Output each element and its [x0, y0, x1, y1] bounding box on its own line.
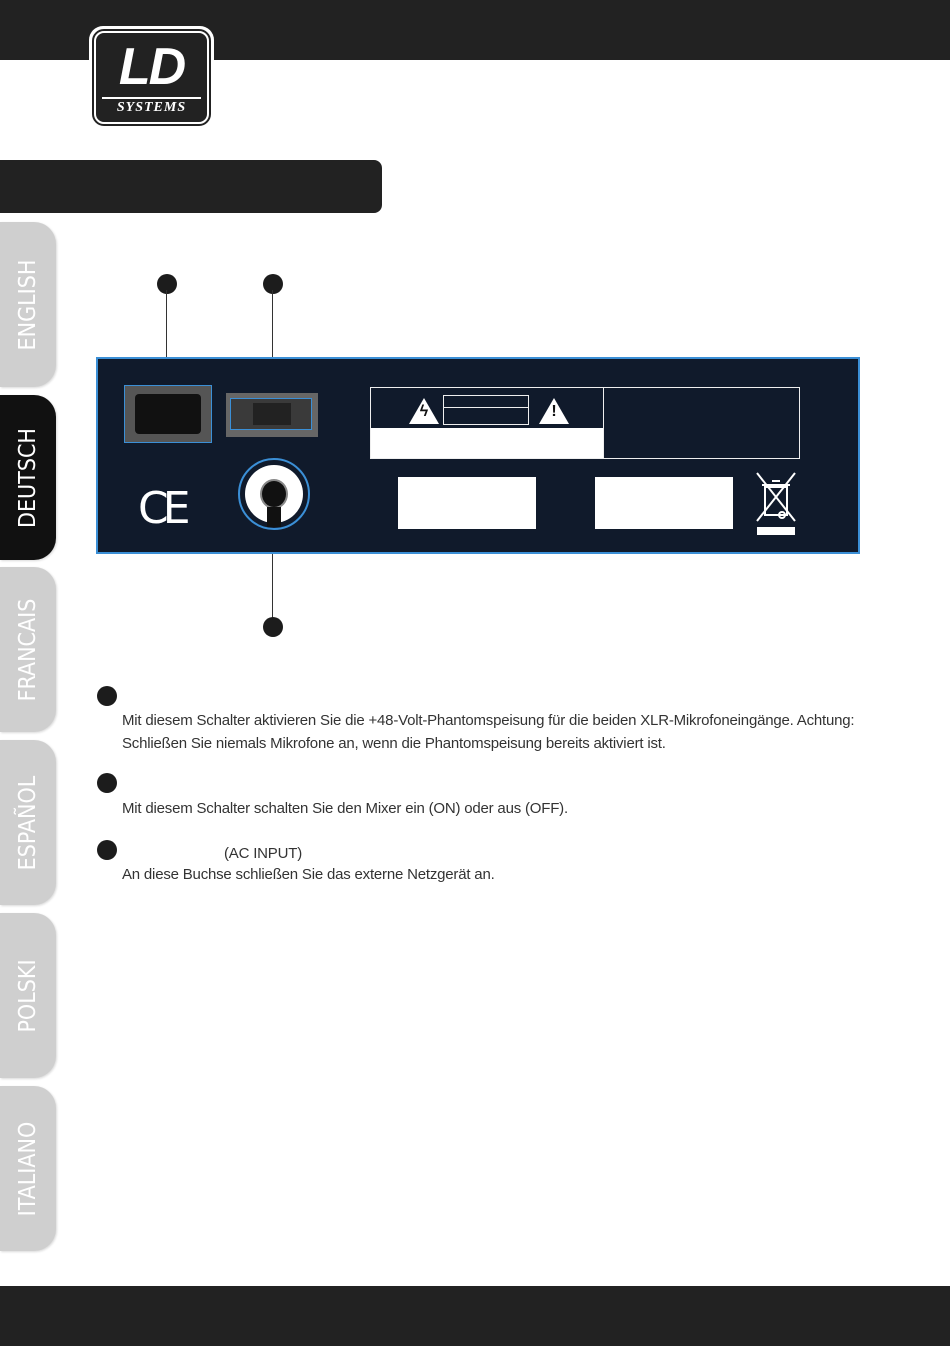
- item-2-line-1: Mit diesem Schalter schalten Sie den Mixer ein (ON) oder aus (OFF).: [122, 800, 568, 817]
- brand-logo: [89, 26, 214, 129]
- section-title-bar: [0, 160, 382, 213]
- warning-label-left: [371, 388, 604, 458]
- tab-polski[interactable]: [0, 913, 56, 1078]
- footer-bar: [0, 1286, 950, 1346]
- ce-mark-icon: CE: [138, 483, 185, 534]
- callout-line-2: [272, 290, 273, 358]
- lightning-glyph: ϟ: [419, 403, 429, 420]
- power-switch-frame: [230, 398, 312, 430]
- power-switch: [226, 393, 318, 437]
- serial-label: [398, 477, 536, 529]
- tab-label: ITALIANO: [15, 1121, 41, 1216]
- callout-marker-2: [263, 274, 283, 294]
- jack-hole: [260, 479, 288, 509]
- item-marker-1: [97, 686, 117, 706]
- item-1-line-1: Mit diesem Schalter aktivieren Sie die +48-Volt-Phantomspeisung für die beiden XLR-Mikrofoneingänge. Achtung:: [122, 712, 855, 729]
- item-marker-3: [97, 840, 117, 860]
- item-3-line-1: An diese Buchse schließen Sie das externe Netzgerät an.: [122, 866, 495, 883]
- tab-espanol[interactable]: [0, 740, 56, 905]
- tab-label: ESPAÑOL: [15, 775, 41, 870]
- tab-english[interactable]: [0, 222, 56, 387]
- callout-line-3: [272, 554, 273, 620]
- tab-label: POLSKI: [15, 958, 41, 1033]
- item-1-line-2: Schließen Sie niemals Mikrofone an, wenn die Phantomspeisung bereits aktiviert ist.: [122, 735, 666, 752]
- tab-label: FRANCAIS: [15, 598, 41, 701]
- callout-line-1: [166, 290, 167, 358]
- item-marker-2: [97, 773, 117, 793]
- logo-badge: [94, 31, 209, 124]
- warning-label: [370, 387, 800, 459]
- power-switch-rocker: [253, 403, 291, 425]
- tab-label: ENGLISH: [15, 259, 41, 350]
- jack-ring: [245, 465, 303, 523]
- phantom-power-switch: [124, 385, 212, 443]
- ac-input-jack: [238, 458, 310, 530]
- tab-label: DEUTSCH: [15, 427, 41, 528]
- switch-rocker: [135, 394, 201, 434]
- item-3-heading: (AC INPUT): [224, 845, 302, 862]
- tab-italiano[interactable]: [0, 1086, 56, 1251]
- rating-label: [595, 477, 733, 529]
- warning-text-box: [443, 395, 529, 425]
- exclamation-glyph: !: [551, 403, 557, 420]
- tab-deutsch[interactable]: [0, 395, 56, 560]
- logo-mark: LD: [118, 38, 185, 96]
- warning-text-strip: [371, 428, 603, 458]
- jack-cable: [267, 507, 281, 527]
- weee-bin-icon: [753, 469, 799, 537]
- logo-subtitle: SYSTEMS: [102, 97, 201, 117]
- tab-francais[interactable]: [0, 567, 56, 732]
- callout-marker-1: [157, 274, 177, 294]
- rear-panel-diagram: [96, 357, 860, 554]
- callout-marker-3: [263, 617, 283, 637]
